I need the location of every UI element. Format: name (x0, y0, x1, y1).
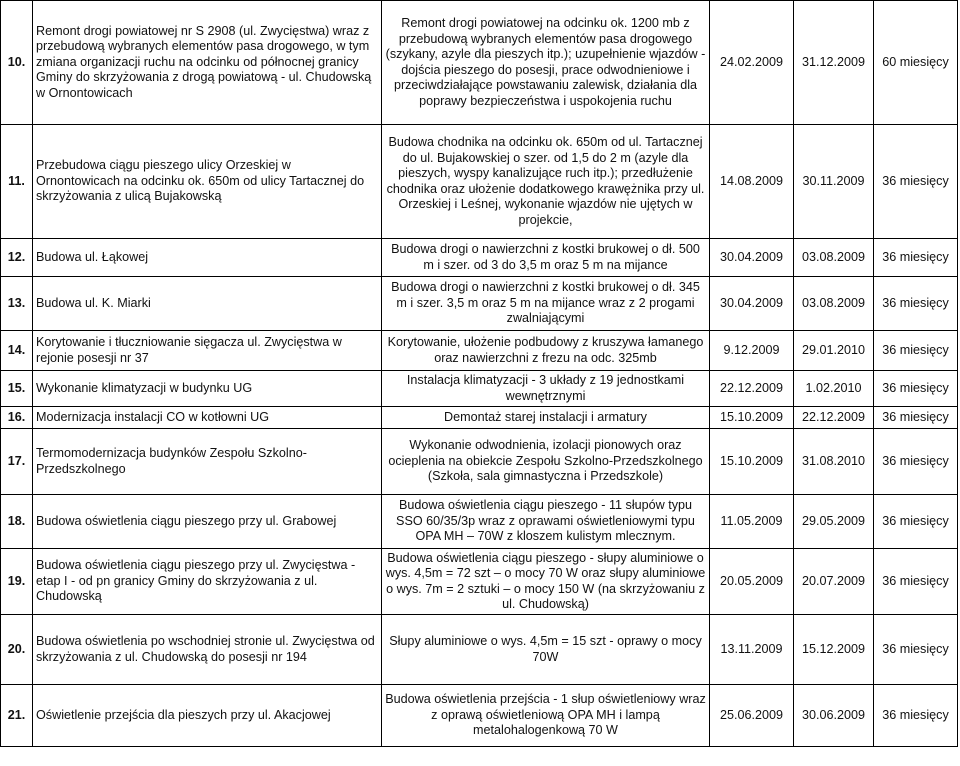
end-date: 20.07.2009 (794, 549, 874, 615)
warranty-period: 36 miesięcy (874, 125, 958, 239)
warranty-period: 36 miesięcy (874, 331, 958, 371)
table-row (1, 331, 958, 371)
task-description: Instalacja klimatyzacji - 3 układy z 19 jednostkami wewnętrznymi (382, 371, 710, 407)
warranty-period: 36 miesięcy (874, 685, 958, 747)
row-number: 21. (1, 685, 33, 747)
task-name: Przebudowa ciągu pieszego ulicy Orzeskiej w Ornontowicach na odcinku ok. 650m od ulicy Tartacznej do skrzyżowania z ulicą Bujakowską (33, 125, 382, 239)
table-row (1, 277, 958, 331)
start-date: 11.05.2009 (710, 495, 794, 549)
end-date: 31.12.2009 (794, 1, 874, 125)
task-name: Korytowanie i tłuczniowanie sięgacza ul. Zwycięstwa w rejonie posesji nr 37 (33, 331, 382, 371)
row-number: 15. (1, 371, 33, 407)
task-description: Budowa oświetlenia ciągu pieszego - 11 słupów typu SSO 60/35/3p wraz z oprawami oświetleniowymi typu OPA MH – 70W z kloszem kulistym mlecznym. (382, 495, 710, 549)
end-date: 31.08.2010 (794, 429, 874, 495)
row-number: 16. (1, 407, 33, 429)
start-date: 30.04.2009 (710, 277, 794, 331)
task-description: Budowa oświetlenia ciągu pieszego - słupy aluminiowe o wys. 4,5m = 72 szt – o mocy 70 W oraz słupy aluminiowe o wys. 7m = 2 sztuki – o mocy 150 W (na skrzyżowaniu z ul. Chudowską) (382, 549, 710, 615)
warranty-period: 60 miesięcy (874, 1, 958, 125)
table-row (1, 239, 958, 277)
table-row (1, 371, 958, 407)
task-name: Termomodernizacja budynków Zespołu Szkolno-Przedszkolnego (33, 429, 382, 495)
row-number: 12. (1, 239, 33, 277)
end-date: 03.08.2009 (794, 239, 874, 277)
end-date: 15.12.2009 (794, 615, 874, 685)
table-row (1, 685, 958, 747)
start-date: 15.10.2009 (710, 429, 794, 495)
start-date: 15.10.2009 (710, 407, 794, 429)
task-name: Budowa oświetlenia ciągu pieszego przy ul. Zwycięstwa - etap I - od pn granicy Gminy do skrzyżowania z ul. Chudowską (33, 549, 382, 615)
warranty-period: 36 miesięcy (874, 371, 958, 407)
table-row (1, 495, 958, 549)
warranty-period: 36 miesięcy (874, 495, 958, 549)
row-number: 13. (1, 277, 33, 331)
start-date: 14.08.2009 (710, 125, 794, 239)
warranty-period: 36 miesięcy (874, 549, 958, 615)
task-name: Budowa oświetlenia ciągu pieszego przy ul. Grabowej (33, 495, 382, 549)
warranty-period: 36 miesięcy (874, 239, 958, 277)
start-date: 25.06.2009 (710, 685, 794, 747)
table-row (1, 1, 958, 125)
end-date: 03.08.2009 (794, 277, 874, 331)
task-description: Korytowanie, ułożenie podbudowy z kruszywa łamanego oraz nawierzchni z frezu na odc. 325mb (382, 331, 710, 371)
task-description: Budowa oświetlenia przejścia - 1 słup oświetleniowy wraz z oprawą oświetleniową OPA MH i lampą metalohalogenkową 70 W (382, 685, 710, 747)
end-date: 22.12.2009 (794, 407, 874, 429)
task-description: Słupy aluminiowe o wys. 4,5m = 15 szt - oprawy o mocy 70W (382, 615, 710, 685)
task-description: Budowa drogi o nawierzchni z kostki brukowej o dł. 500 m i szer. od 3 do 3,5 m oraz 5 m na mijance (382, 239, 710, 277)
start-date: 13.11.2009 (710, 615, 794, 685)
table-row (1, 429, 958, 495)
row-number: 17. (1, 429, 33, 495)
warranty-period: 36 miesięcy (874, 429, 958, 495)
row-number: 18. (1, 495, 33, 549)
table-row (1, 125, 958, 239)
task-description: Wykonanie odwodnienia, izolacji pionowych oraz ocieplenia na obiekcie Zespołu Szkolno-Przedszkolnego (Szkoła, sala gimnastyczna i Przedszkole) (382, 429, 710, 495)
row-number: 19. (1, 549, 33, 615)
task-description: Remont drogi powiatowej na odcinku ok. 1200 mb z przebudową wybranych elementów pasa drogowego (szykany, azyle dla pieszych itp.); uzupełnienie wjazdów - dojścia pieszego do posesji, prace odwodnieniowe i przeciwdziałające powstawaniu zalewisk, działania dla poprawy bezpieczeństwa i uspokojenia ruchu (382, 1, 710, 125)
end-date: 29.05.2009 (794, 495, 874, 549)
start-date: 30.04.2009 (710, 239, 794, 277)
warranty-period: 36 miesięcy (874, 277, 958, 331)
warranty-period: 36 miesięcy (874, 615, 958, 685)
task-description: Budowa drogi o nawierzchni z kostki brukowej o dł. 345 m i szer. 3,5 m oraz 5 m na mijance wraz z 2 progami zwalniającymi (382, 277, 710, 331)
row-number: 11. (1, 125, 33, 239)
warranty-period: 36 miesięcy (874, 407, 958, 429)
task-description: Demontaż starej instalacji i armatury (382, 407, 710, 429)
start-date: 20.05.2009 (710, 549, 794, 615)
table-row (1, 615, 958, 685)
row-number: 10. (1, 1, 33, 125)
task-description: Budowa chodnika na odcinku ok. 650m od ul. Tartacznej do ul. Bujakowskiej o szer. od 1,5 do 2 m (azyle dla pieszych, wyspy kanalizujące ruch itp.); przedłużenie chodnika oraz ułożenie dodatkowego krawężnika przy ul. Orzeskiej i Leśnej, wykonanie wjazdów nie ujętych w projekcie, (382, 125, 710, 239)
end-date: 29.01.2010 (794, 331, 874, 371)
task-name: Remont drogi powiatowej nr S 2908 (ul. Zwycięstwa) wraz z przebudową wybranych elementów pasa drogowego, w tym zmiana organizacji ruchu na odcinku od północnej granicy Gminy do skrzyżowania z drogą powiatową - ul. Chudowską w Ornontowicach (33, 1, 382, 125)
task-name: Oświetlenie przejścia dla pieszych przy ul. Akacjowej (33, 685, 382, 747)
task-name: Budowa oświetlenia po wschodniej stronie ul. Zwycięstwa od skrzyżowania z ul. Chudowską do posesji nr 194 (33, 615, 382, 685)
row-number: 14. (1, 331, 33, 371)
start-date: 22.12.2009 (710, 371, 794, 407)
end-date: 30.11.2009 (794, 125, 874, 239)
row-number: 20. (1, 615, 33, 685)
task-name: Wykonanie klimatyzacji w budynku UG (33, 371, 382, 407)
start-date: 24.02.2009 (710, 1, 794, 125)
table-row (1, 549, 958, 615)
end-date: 1.02.2010 (794, 371, 874, 407)
end-date: 30.06.2009 (794, 685, 874, 747)
start-date: 9.12.2009 (710, 331, 794, 371)
task-name: Budowa ul. K. Miarki (33, 277, 382, 331)
table-row (1, 407, 958, 429)
task-name: Budowa ul. Łąkowej (33, 239, 382, 277)
task-name: Modernizacja instalacji CO w kotłowni UG (33, 407, 382, 429)
